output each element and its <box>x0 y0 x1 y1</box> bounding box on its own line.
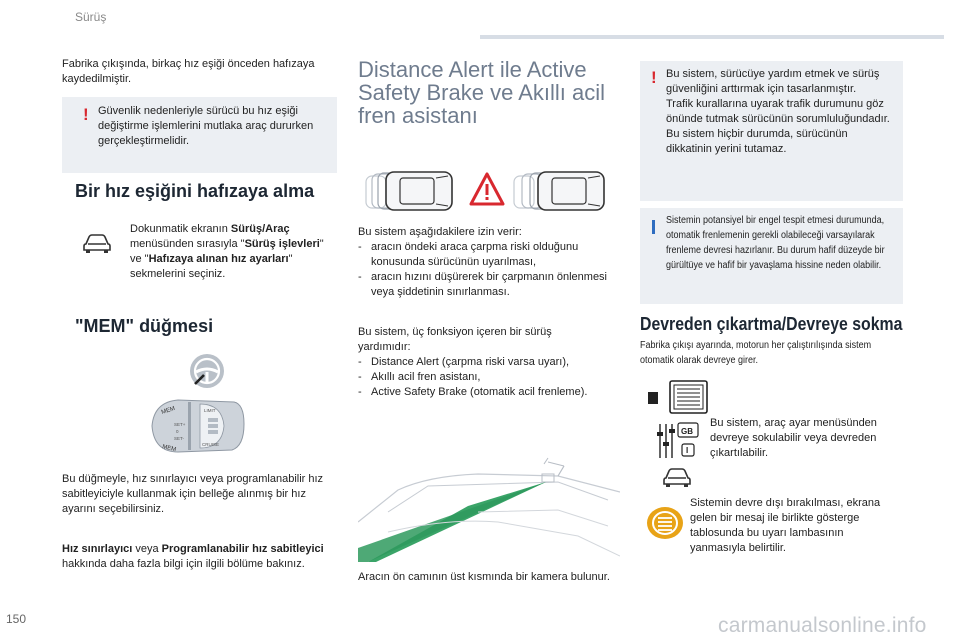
info-icon <box>652 220 655 234</box>
lever-mem-top: MEM <box>160 405 176 416</box>
memory-text-4: " sekmelerini seçiniz. <box>130 253 293 280</box>
allows-item-1 <box>358 240 623 270</box>
mem-description: Bu düğmeyle, hız sınırlayıcı veya programlanabilir hız sabitleyiciyle kullanmak için belleğe alınmış bir hız ayarını seçebilirsiniz. <box>62 473 324 515</box>
braking-info-text: Sistemin potansiyel bir engel tespit etmesi durumunda, otomatik frenlemenin gerekli olabileceği varsayılarak frenleme devresi hazırlanır. Bu durum hafif düzeyde bir gürültüye ve hafif bir yavaşlama hissine neden olabilir. <box>666 215 885 271</box>
reference-text <box>62 542 332 572</box>
heading-deactivation: Devreden çıkartma/Devreye sokma <box>640 314 903 334</box>
allows-intro: Bu sistem aşağıdakilere izin verir: <box>358 226 522 238</box>
heading-memory: Bir hız eşiğini hafızaya alma <box>75 181 315 201</box>
warning-box-driver <box>640 61 903 201</box>
page-number: 150 <box>6 612 27 626</box>
warning-icon: ! <box>83 105 89 124</box>
menu-activation-text: Bu sistem, araç ayar menüsünden devreye sokulabilir veya devreden çıkartılabilir. <box>710 417 877 459</box>
ref-bold-2: Programlanabilir hız sabitleyici <box>161 543 324 555</box>
lever-set-minus: SET- <box>174 436 185 441</box>
driver-warning-text: Bu sistem, sürücüye yardım etmek ve sürüş güvenliğini arttırmak için tasarlanmıştır. Trafik kurallarına uyarak trafik durumunu göz önünde tutmak sürücünün sorumluluğundadır. Bu sistem hiçbir durumda, sürücünün dikkatinin yerini tutamaz. <box>666 68 890 155</box>
factory-default-text: Fabrika çıkışı ayarında, motorun her çalıştırılışında sistem otomatik olarak devreye girer. <box>640 340 872 366</box>
ref-text-1: veya <box>132 543 162 555</box>
memory-bold-2: Sürüş işlevleri <box>244 238 320 250</box>
functions-list <box>358 355 628 400</box>
lever-mem-bottom: MEM <box>161 444 177 454</box>
allows-item-2 <box>358 270 623 300</box>
camera-text: Aracın ön camının üst kısmında bir kamera bulunur. <box>358 571 610 583</box>
lever-limit: LIMIT <box>204 408 216 413</box>
section-label: Sürüş <box>75 10 107 24</box>
memory-text-2: menüsünden sırasıyla " <box>130 238 245 250</box>
dash: - <box>358 241 362 253</box>
settings-sliders-icon <box>656 420 700 462</box>
distance-alert-illustration <box>362 168 612 216</box>
i-flag-label: I <box>686 446 689 455</box>
deactivation-indication-text: Sistemin devre dışı bırakılması, ekrana gelen bir mesaj ile birlikte gösterge tablosunda bu uyarı lambasının yanmasıyla belirtilir. <box>690 497 881 554</box>
watermark: carmanualsonline.info <box>718 614 927 637</box>
intro-text: Fabrika çıkışında, birkaç hız eşiği önceden hafızaya kaydedilmiştir. <box>62 58 315 85</box>
memory-text-3: " ve " <box>130 238 324 265</box>
allows-list <box>358 240 623 300</box>
lever-cruise: CRUISE <box>202 442 220 447</box>
allows-item-2-text: aracın hızını düşürerek bir çarpmanın önlenmesi veya şiddetinin sınırlanması. <box>371 271 608 298</box>
touchscreen-car-icon <box>82 232 112 254</box>
ref-text-2: hakkında daha fazla bilgi için ilgili bölüme bakınız. <box>62 558 305 570</box>
memory-text-1: Dokunmatik ekranın <box>130 223 231 235</box>
lever-set-plus: SET+ <box>174 422 186 427</box>
functions-intro: Bu sistem, üç fonksiyon içeren bir sürüş yardımıdır: <box>358 326 552 353</box>
function-item-3 <box>358 385 628 400</box>
ref-bold-1: Hız sınırlayıcı <box>62 543 133 555</box>
function-item-3-text: Active Safety Brake (otomatik acil frenleme). <box>371 386 588 398</box>
menu-screen-icon <box>646 380 708 414</box>
function-item-1-text: Distance Alert (çarpma riski varsa uyarı), <box>371 356 570 368</box>
warning-icon: ! <box>651 68 657 87</box>
heading-mem-button: "MEM" düğmesi <box>75 316 214 336</box>
function-item-2-text: Akıllı acil fren asistanı, <box>371 371 481 383</box>
warning-box-speed <box>62 97 337 173</box>
warning-triangle-icon <box>471 174 503 204</box>
vehicle-settings-icon <box>662 466 692 488</box>
info-box-braking <box>640 208 903 304</box>
function-item-1 <box>358 355 628 370</box>
safety-brake-warning-lamp-icon <box>645 505 685 541</box>
lever-zero: 0 <box>176 429 179 434</box>
dash: - <box>358 271 362 283</box>
pointer-arrow-icon <box>193 372 207 386</box>
dash: - <box>358 371 362 383</box>
heading-distance-alert: Distance Alert ile Active Safety Brake ve Akıllı acil fren asistanı <box>358 57 605 128</box>
dash: - <box>358 386 362 398</box>
dash: - <box>358 356 362 368</box>
cruise-lever-illustration <box>148 390 248 462</box>
allows-item-1-text: aracın öndeki araca çarpma riski olduğunu konusunda sürücünün uyarılması, <box>371 241 579 268</box>
memory-bold-3: Hafızaya alınan hız ayarları <box>148 253 289 265</box>
front-car-group <box>514 172 604 210</box>
memory-bold-1: Sürüş/Araç <box>230 223 290 235</box>
gb-flag-label: GB <box>681 427 693 436</box>
header-bar-right <box>480 35 944 39</box>
memory-instruction <box>130 222 330 282</box>
warning-text: Güvenlik nedenleriyle sürücü bu hız eşiği değiştirme işlemlerini mutlaka araç dururken gerçekleştirmelidir. <box>98 105 314 147</box>
windshield-camera-illustration <box>358 452 620 562</box>
function-item-2 <box>358 370 628 385</box>
rear-car-group <box>366 172 452 210</box>
